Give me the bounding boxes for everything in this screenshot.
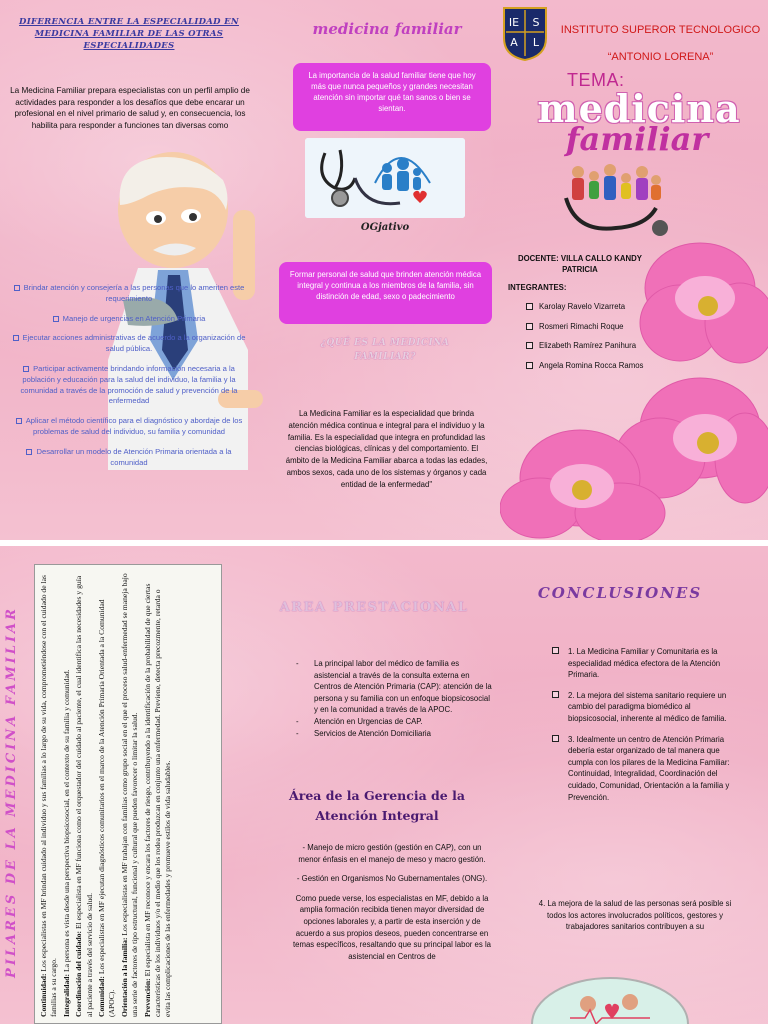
checkbox-bullet-icon: [552, 691, 559, 698]
checkbox-bullet-icon: [16, 418, 22, 424]
list-item: Ejecutar acciones administrativas de acuerdo a la organización de salud pública.: [8, 333, 250, 355]
list-item: - La principal labor del médico de familia es asistencial a través de la consulta externa en Centros de Atención Primaria (CAP): atención de la persona y su familia con un enfoque biopsicosocial y en la comunidad a través de la APOC.: [296, 658, 494, 716]
members-label: INTEGRANTES:: [508, 283, 567, 292]
health-illustration: [530, 974, 690, 1024]
pillar-line: Integralidad: La persona es vista desde una perspectiva biopsicosocial, en el contexto de su familia y comunidad.: [61, 669, 71, 1017]
gerencia-title: Área de la Gerencia de la Atención Integral: [289, 788, 465, 823]
list-item: - Manejo de micro gestión (gestión en CAP), con un menor énfasis en el manejo de meso y macro gestión.: [298, 843, 486, 864]
list-item: - Atención en Urgencias de CAP.: [296, 716, 494, 728]
institution-subname: “ANTONIO LORENA”: [607, 51, 714, 63]
checkbox-bullet-icon: [23, 366, 29, 372]
list-item: Manejo de urgencias en Atención Primaria: [8, 314, 250, 325]
cover-title-word1: medicina: [537, 86, 741, 131]
tema-label: TEMA:: [567, 70, 625, 90]
list-item: Participar activamente brindando información necesaria a la población y educación para la salud del individuo, la familia y la comunidad a través de la promoción de salud y prevención de la enfermedad: [20, 363, 238, 406]
svg-text:L: L: [532, 36, 540, 49]
pillars-document-image: [34, 564, 222, 1024]
pillar-line: Orientación a la familia: Los especialistas en MF trabajan con familias como grupo social en el que el proceso salud-enfermedad se maneja bajo una serie de factores de tipo estructural, funcional y cultural que pueden favorecer o limitar la salud.: [119, 573, 140, 1017]
objetivo-label: OGjativo: [360, 222, 410, 233]
institution-name: INSTITUTO SUPEROR TECNOLOGICO: [560, 24, 761, 36]
stethoscope-family-image: [305, 138, 465, 218]
checkbox-bullet-icon: [14, 285, 20, 291]
svg-text:IE: IE: [508, 16, 520, 29]
list-item: 2. La mejora del sistema sanitario requiere un cambio del paradigma biomédico al biopsicosocial, inherente al médico de familia.: [552, 690, 742, 725]
gerencia-list: [292, 842, 492, 970]
brochure-inside-page: [0, 546, 768, 1024]
list-item: Karolay Ravelo Vizarreta: [526, 302, 643, 311]
differences-title: DIFERENCIA ENTRE LA ESPECIALIDAD EN MEDICINA FAMILIAR DE LAS OTRAS ESPECIALIDADES: [19, 17, 239, 51]
differences-intro: La Medicina Familiar prepara especialistas con un perfil amplio de actividades para responder a los desafíos que debe encarar un profesional en el nivel primario de salud y, en consecuencia, los habilita para responder a funciones tan diversas como: [10, 86, 250, 130]
checkbox-bullet-icon: [526, 342, 533, 349]
svg-text:S: S: [532, 16, 540, 29]
objective-box: Formar personal de salud que brinden atención médica integral y continua a los miembros de la familia, sin distinción de edad, sexo o padecimiento: [279, 262, 492, 324]
list-item: Angela Romina Rocca Ramos: [526, 361, 643, 370]
question-heading: ¿QUÉ ES LA MEDICINA FAMILIAR?: [320, 338, 450, 362]
list-item: Elizabeth Ramírez Panihura: [526, 341, 643, 350]
institute-logo: [500, 4, 550, 62]
list-item: Brindar atención y consejería a las personas que lo ameriten este requerimiento: [8, 283, 250, 305]
checkbox-bullet-icon: [26, 449, 32, 455]
checkbox-bullet-icon: [526, 362, 533, 369]
list-item: Aplicar el método científico para el diagnóstico y abordaje de los problemas de salud del individuo, su familia y comunidad: [8, 416, 250, 438]
area-prestacional-title: AREA PRESTACIONAL: [279, 600, 469, 615]
pillar-line: Coordinación del cuidado: El especialista en MF funciona como el orquestador del cuidado al paciente, el cual identifica las necesidades y guía al paciente a través del servicio de salud.: [74, 575, 94, 1017]
checkbox-bullet-icon: [552, 647, 559, 654]
pillar-line: Prevención: El especialista en MF reconoce y encara los factores de riesgo, contribuyendo a la identificación de la probabilidad de que ciertas características de los individuos y/o el medio que los rodea produzcan en conjunto una enfermedad. Previene, detecta precozmente, retarda o evita las complicaciones de las enfermedades y promueve estilos de vida saludables.: [142, 583, 173, 1017]
list-item: Desarrollar un modelo de Atención Primaria orientada a la comunidad: [8, 447, 250, 469]
definition-text: La Medicina Familiar es la especialidad que brinda atención médica continua e integral para el individuo y la familia. Es la especialidad que integra en profundidad las ciencias biológicas, clínicas y del comportamiento. El ámbito de la Medicina Familiar abarca a todas las edades, ambos sexos, cada uno de los sistemas y órganos y cada entidad de la enfermedad": [285, 409, 488, 489]
list-item: Como puede verse, los especialistas en MF, debido a la amplia formación recibida tienen mayor diversidad de opciones laborales y, a partir de esta inserción y de acuerdo a sus propios deseos, pueden concentrarse en temas específicos, resaltando que su principal labor es la asistencial en Centros de: [292, 893, 492, 961]
checkbox-bullet-icon: [552, 735, 559, 742]
list-item: Rosmeri Rimachi Roque: [526, 322, 643, 331]
svg-text:A: A: [510, 36, 518, 49]
area-prestacional-list: [296, 658, 494, 739]
pillar-line: Continuidad: Los especialistas en MF brindan cuidado al individuo y sus familias a lo largo de su vida, comprometiéndose con el cuidado de las familias a su cargo.: [39, 575, 59, 1017]
list-item: 1. La Medicina Familiar y Comunitaria es la especialidad médica efectora de la Atención Primaria.: [552, 646, 742, 681]
checkbox-bullet-icon: [13, 335, 19, 341]
list-item: - Gestión en Organismos No Gubernamentales (ONG).: [296, 874, 488, 884]
pillars-column: [0, 546, 250, 1024]
checkbox-bullet-icon: [526, 323, 533, 330]
teacher-name: DOCENTE: VILLA CALLO KANDY PATRICIA: [517, 254, 643, 274]
importance-box: La importancia de la salud familiar tiene que hoy más que nunca pequeños y grandes necesitan atención sin importar qué tan sanos o bien se sientan.: [293, 63, 491, 131]
list-item: - Servicios de Atención Domiciliaria: [296, 728, 494, 740]
pillars-title: PILARES DE LA MEDICINA FAMILIAR: [4, 606, 19, 978]
conclusion-four: 4. La mejora de la salud de las personas será posible si todos los actores involucrados políticos, gestores y trabajadores sanitarios contribuyen a su: [538, 899, 732, 932]
checkbox-bullet-icon: [53, 316, 59, 322]
cover-title-word2: familiar: [565, 120, 709, 158]
functions-list: [8, 283, 250, 477]
conclusions-list: [552, 646, 742, 812]
checkbox-bullet-icon: [526, 303, 533, 310]
conclusions-title: CONCLUSIONES: [537, 584, 703, 602]
members-list: [526, 302, 643, 380]
pillar-line: Comunidad: Los especialistas en MF ejecutan diagnósticos comunitarios en el marco de la Atención Primaria Orientada a la Comunidad (APOC).: [97, 599, 117, 1017]
list-item: 3. Idealmente un centro de Atención Primaria debería estar organizado de tal manera que cumpla con los pilares de la Medicina Familiar: Continuidad, Integralidad, Coordinación del cuidado, Comunidad, Orientación a la familia y Prevención.: [552, 734, 742, 804]
section-heading: medicina familiar: [312, 20, 462, 38]
